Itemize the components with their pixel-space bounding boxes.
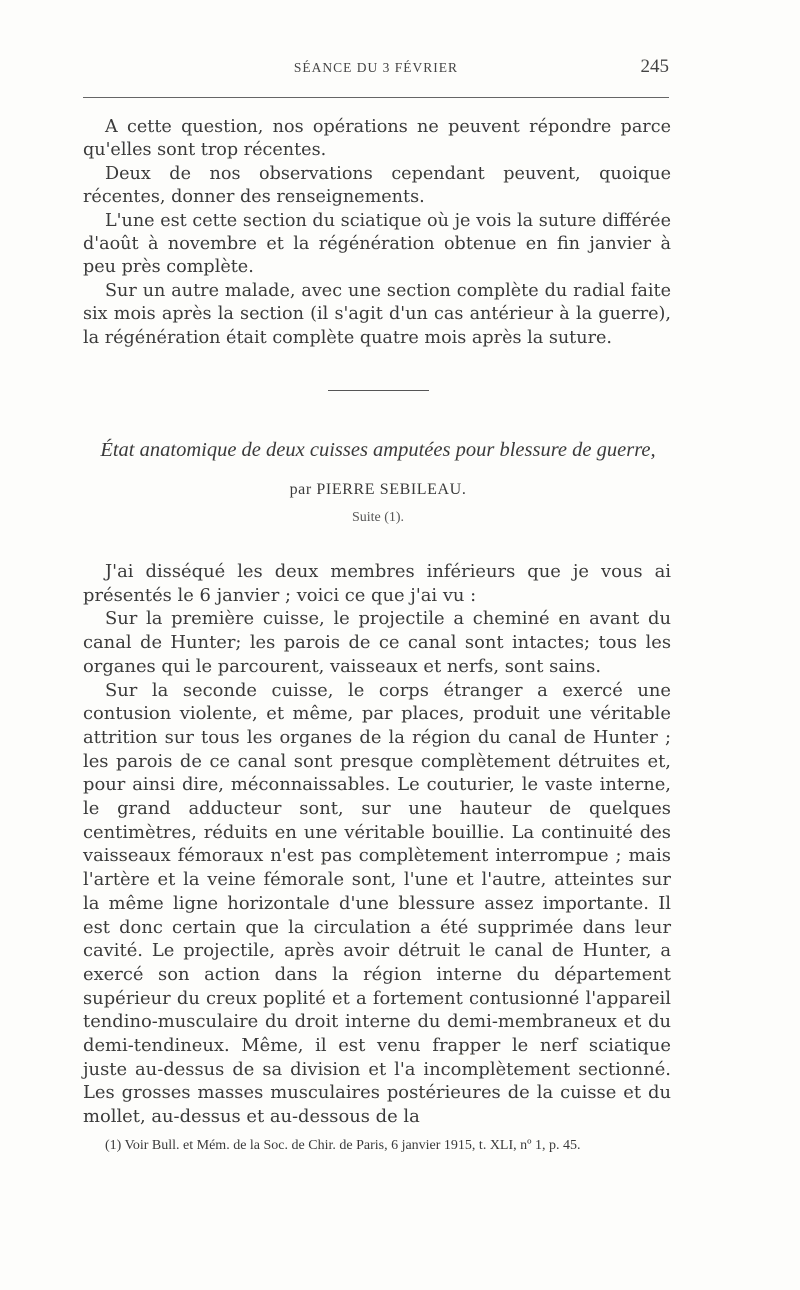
header-rule [83,97,669,98]
paragraph: L'une est cette section du sciatique où je vois la suture différée d'août à novembre et la régénération obtenue en fin janvier à peu près complète. [83,210,671,278]
paragraph: Sur la seconde cuisse, le corps étranger a exercé une contusion violente, et même, par places, produit une véritable attrition sur tous les organes de la région du canal de Hunter ; les parois de ce canal sont presque complètement détruites et, pour ainsi dire, méconnaissables. Le couturier, le vaste interne, le grand adducteur sont, sur une hauteur de quelques centimètres, réduits en une véritable bouillie. La continuité des vaisseaux fémoraux n'est pas complètement interrompue ; mais l'artère et la veine fémorale sont, l'une et l'autre, atteintes sur la même ligne horizontale d'une blessure assez importante. Il est donc certain que la circulation a été supprimée dans leur cavité. Le projectile, après avoir détruit le canal de Hunter, a exercé son action dans la région interne du département supérieur du creux poplité et a fortement contusionné l'appareil tendino-musculaire du droit interne du demi-membraneux et du demi-tendineux. Même, il est venu frapper le nerf sciatique juste au-dessus de sa division et l'a incomplètement sectionné. Les grosses masses musculaires postérieures de la cuisse et du mollet, au-dessus et au-dessous de la [83,679,671,1128]
running-head: SÉANCE DU 3 FÉVRIER [293,60,459,75]
footnote [83,1136,671,1156]
main-text [83,560,671,1129]
paragraph: Sur un autre malade, avec une section complète du radial faite six mois après la section (il s'agit d'un cas antérieur à la guerre), la régénération était complète quatre mois après la suture. [83,280,671,348]
page-header [83,56,669,86]
article-byline: par PIERRE SEBILEAU. [289,481,467,498]
paragraph: A cette question, nos opérations ne peuvent répondre parce qu'elles sont trop récentes. [83,117,671,161]
paragraph: Sur la première cuisse, le projectile a cheminé en avant du canal de Hunter; les parois de ce canal sont intactes; tous les organes qui le parcourent, vaisseaux et nerfs, sont sains. [83,608,671,677]
article-suite: Suite (1). [351,510,405,525]
paragraph: Deux de nos observations cependant peuvent, quoique récentes, donner des renseignements. [83,163,671,208]
paragraph: J'ai disséqué les deux membres inférieurs que je vous ai présentés le 6 janvier ; voici ce que j'ai vu : [83,561,671,606]
article-title: État anatomique de deux cuisses amputées pour blessure de guerre, [100,439,656,461]
section-divider [328,390,429,391]
page-number: 245 [640,56,669,77]
footnote-text: (1) Voir Bull. et Mém. de la Soc. de Chir. de Paris, 6 janvier 1915, t. XLI, nº 1, p. 45. [105,1138,581,1153]
intro-text [83,116,671,350]
